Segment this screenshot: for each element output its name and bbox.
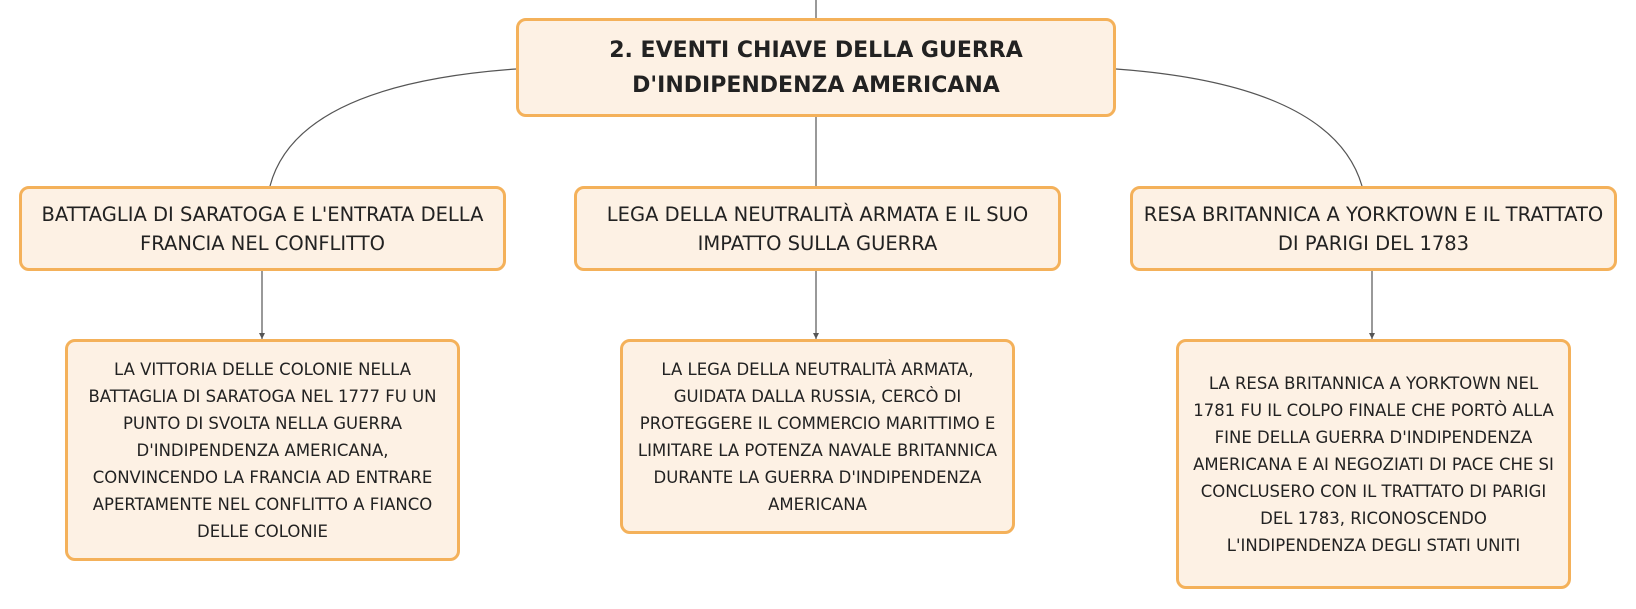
branch-topic-label: BATTAGLIA DI SARATOGA E L'ENTRATA DELLA FRANCIA NEL CONFLITTO <box>41 202 484 255</box>
root-topic[interactable] <box>516 18 1116 117</box>
branch-topic-yorktown[interactable] <box>1130 186 1617 271</box>
branch-topic-neutralita-armata[interactable] <box>574 186 1061 271</box>
connector-root-to-branch-3 <box>1116 69 1362 186</box>
detail-topic-text: LA LEGA DELLA NEUTRALITÀ ARMATA, GUIDATA DALLA RUSSIA, CERCÒ DI PROTEGGERE IL COMMERCIO MARITTIMO E LIMITARE LA POTENZA NAVALE BRITANNICA DURANTE LA GUERRA D'INDIPENDENZA AMERICANA <box>637 359 998 514</box>
branch-topic-saratoga[interactable] <box>19 186 506 271</box>
detail-topic-saratoga[interactable] <box>65 339 460 561</box>
detail-topic-neutralita-armata[interactable] <box>620 339 1015 534</box>
connector-root-to-branch-1 <box>270 69 516 186</box>
detail-topic-yorktown[interactable] <box>1176 339 1571 589</box>
detail-topic-text: LA RESA BRITANNICA A YORKTOWN NEL 1781 FU IL COLPO FINALE CHE PORTÒ ALLA FINE DELLA GUERRA D'INDIPENDENZA AMERICANA E AI NEGOZIATI DI PACE CHE SI CONCLUSERO CON IL TRATTATO DI PARIGI DEL 1783, RICONOSCENDO L'INDIPENDENZA DEGLI STATI UNITI <box>1193 373 1554 555</box>
branch-topic-label: RESA BRITANNICA A YORKTOWN E IL TRATTATO DI PARIGI DEL 1783 <box>1143 202 1604 255</box>
detail-topic-text: LA VITTORIA DELLE COLONIE NELLA BATTAGLIA DI SARATOGA NEL 1777 FU UN PUNTO DI SVOLTA NELLA GUERRA D'INDIPENDENZA AMERICANA, CONVINCENDO LA FRANCIA AD ENTRARE APERTAMENTE NEL CONFLITTO A FIANCO DELLE COLONIE <box>88 359 437 541</box>
branch-topic-label: LEGA DELLA NEUTRALITÀ ARMATA E IL SUO IMPATTO SULLA GUERRA <box>606 202 1029 255</box>
root-topic-title: 2. EVENTI CHIAVE DELLA GUERRA D'INDIPENDENZA AMERICANA <box>609 37 1023 98</box>
